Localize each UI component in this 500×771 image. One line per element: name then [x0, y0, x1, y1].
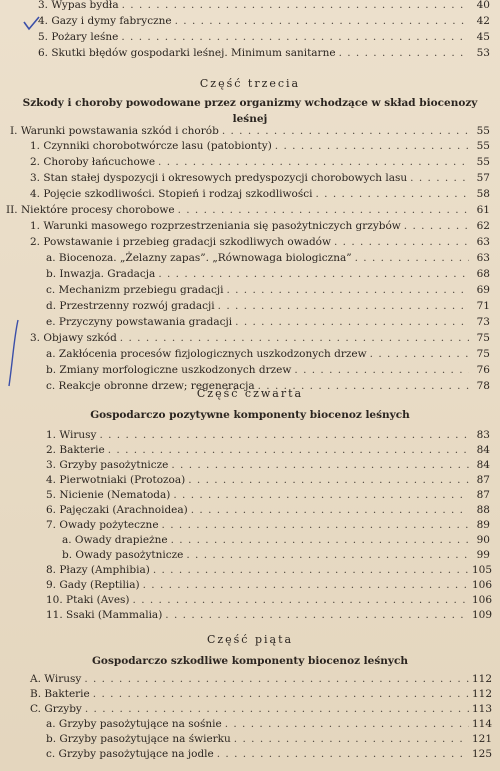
dot-leader	[225, 717, 469, 731]
dot-leader	[226, 283, 469, 297]
toc-entry-title: 4. Pojęcie szkodliwości. Stopień i rodzaj szkodliwości	[30, 188, 313, 200]
toc-entry-title: 8. Płazy (Amphibia)	[46, 564, 150, 576]
toc-entry	[46, 347, 490, 361]
dot-leader	[334, 235, 469, 249]
toc-entry	[46, 363, 490, 377]
toc-entry	[46, 503, 490, 517]
section-title: Gospodarczo szkodliwe komponenty biocenoz leśnych	[91, 655, 409, 667]
toc-entry-page: 63	[476, 236, 490, 248]
toc-entry-title: a. Biocenoza. „Żelazny zapas”. „Równowaga biologiczna”	[46, 252, 352, 264]
dot-leader	[108, 443, 469, 457]
toc-entry	[30, 687, 493, 701]
dot-leader	[315, 187, 469, 201]
toc-entry-title: 1. Czynniki chorobotwórcze lasu (patobionty)	[30, 140, 272, 152]
dot-leader	[143, 578, 469, 592]
toc-entry	[30, 139, 490, 153]
part-heading: Część trzecia	[199, 77, 301, 90]
toc-entry-title: d. Przestrzenny rozwój gradacji	[46, 300, 215, 312]
toc-entry-page: 125	[472, 748, 493, 760]
toc-entry-title: C. Grzyby	[30, 703, 82, 715]
dot-leader	[162, 518, 469, 532]
toc-entry	[46, 488, 490, 502]
toc-entry-title: 3. Objawy szkód	[30, 332, 117, 344]
toc-entry	[46, 732, 493, 746]
toc-entry-page: 84	[476, 459, 490, 471]
toc-entry	[46, 563, 493, 577]
toc-entry	[30, 155, 490, 169]
toc-entry-title: b. Zmiany morfologiczne uszkodzonych drzew	[46, 364, 292, 376]
section-title: Gospodarczo pozytywne komponenty biocenoz leśnych	[90, 409, 410, 421]
toc-entry: 6. Skutki błędów gospodarki leśnej. Minimum sanitarne . . . 53	[38, 46, 490, 60]
toc-entry	[30, 702, 493, 716]
toc-entry	[46, 608, 493, 622]
toc-entry-page: 87	[476, 489, 490, 501]
dot-leader	[191, 503, 469, 517]
dot-leader	[222, 124, 469, 138]
toc-entry	[46, 578, 493, 592]
dot-leader	[275, 139, 469, 153]
toc-entry-page: 99	[476, 549, 490, 561]
handwritten-check-mark	[22, 16, 42, 32]
dot-leader	[158, 267, 469, 281]
toc-entry-page: 63	[476, 252, 490, 264]
toc-entry-page: 112	[472, 673, 493, 685]
dot-leader	[234, 732, 469, 746]
toc-entry	[46, 473, 490, 487]
toc-entry: 3. Wypas bydła . . . 40	[38, 0, 490, 12]
toc-entry-title: 1. Warunki masowego rozprzestrzeniania się pasożytniczych grzybów	[30, 220, 401, 232]
toc-entry-page: 62	[476, 220, 490, 232]
toc-entry-title: 3. Stan stałej dyspozycji i okresowych predyspozycji chorobowych lasu	[30, 172, 408, 184]
dot-leader	[133, 593, 469, 607]
toc-entry-page: 58	[476, 188, 490, 200]
dot-leader	[294, 363, 469, 377]
toc-entry	[10, 124, 490, 138]
toc-entry-page: 55	[476, 140, 490, 152]
toc-entry-title: c. Grzyby pasożytujące na jodle	[46, 748, 214, 760]
toc-entry-title: a. Owady drapieżne	[62, 534, 168, 546]
toc-entry-title: 10. Ptaki (Aves)	[46, 594, 130, 606]
toc-entry	[46, 267, 490, 281]
toc-entry-title: 11. Ssaki (Mammalia)	[46, 609, 163, 621]
section-title: Szkody i choroby powodowane przez organizmy wchodzące w skład biocenozy	[22, 97, 478, 109]
toc-entry-page: 78	[476, 380, 490, 392]
toc-entry	[46, 518, 490, 532]
toc-entry	[30, 331, 490, 345]
toc-entry	[46, 443, 490, 457]
dot-leader	[188, 473, 469, 487]
toc-entry-page: 55	[476, 156, 490, 168]
toc-entry	[46, 251, 490, 265]
toc-entry-page: 75	[476, 348, 490, 360]
toc-entry-page: 83	[476, 429, 490, 441]
toc-entry-title: 2. Bakterie	[46, 444, 105, 456]
toc-entry-page: 113	[472, 703, 493, 715]
toc-entry-title: b. Owady pasożytnicze	[62, 549, 184, 561]
dot-leader	[410, 171, 469, 185]
dot-leader	[85, 702, 469, 716]
dot-leader	[99, 428, 469, 442]
toc-entry-page: 73	[476, 316, 490, 328]
dot-leader	[235, 315, 469, 329]
toc-entry-title: I. Warunki powstawania szkód i chorób	[10, 125, 219, 137]
dot-leader	[370, 347, 469, 361]
dot-leader	[120, 331, 469, 345]
toc-entry-page: 90	[476, 534, 490, 546]
toc-entry	[46, 747, 493, 761]
toc-entry	[46, 458, 490, 472]
toc-entry-title: e. Przyczyny powstawania gradacji	[46, 316, 233, 328]
toc-entry-title: B. Bakterie	[30, 688, 90, 700]
toc-entry-title: 2. Choroby łańcuchowe	[30, 156, 156, 168]
toc-entry	[62, 548, 490, 562]
toc-entry-title: c. Mechanizm przebiegu gradacji	[46, 284, 224, 296]
dot-leader	[158, 155, 469, 169]
toc-entry-title: 5. Nicienie (Nematoda)	[46, 489, 171, 501]
toc-entry-page: 89	[476, 519, 490, 531]
toc-entry	[30, 235, 490, 249]
toc-entry	[30, 187, 490, 201]
toc-entry	[62, 533, 490, 547]
dot-leader	[171, 533, 469, 547]
toc-entry-title: 4. Pierwotniaki (Protozoa)	[46, 474, 186, 486]
toc-entry-title: a. Grzyby pasożytujące na sośnie	[46, 718, 222, 730]
toc-entry-title: a. Zakłócenia procesów fizjologicznych uszkodzonych drzew	[46, 348, 367, 360]
toc-entry-title: 6. Pajęczaki (Arachnoidea)	[46, 504, 188, 516]
dot-leader	[178, 203, 469, 217]
toc-entry-page: 57	[476, 172, 490, 184]
toc-entry	[30, 219, 490, 233]
toc-entry	[30, 672, 493, 686]
dot-leader	[404, 219, 469, 233]
toc-entry-page: 87	[476, 474, 490, 486]
toc-entry-page: 71	[476, 300, 490, 312]
toc-entry-title: 3. Grzyby pasożytnicze	[46, 459, 169, 471]
dot-leader	[153, 563, 469, 577]
toc-entry-page: 105	[472, 564, 493, 576]
dot-leader	[93, 687, 469, 701]
toc-entry-page: 76	[476, 364, 490, 376]
toc-entry-page: 61	[476, 204, 490, 216]
dot-leader	[218, 299, 469, 313]
toc-entry-page: 55	[476, 125, 490, 137]
toc-entry-page: 112	[472, 688, 493, 700]
dot-leader	[173, 488, 469, 502]
dot-leader	[186, 548, 469, 562]
toc-entry	[46, 283, 490, 297]
toc-entry-title: 7. Owady pożyteczne	[46, 519, 159, 531]
toc-entry	[6, 203, 490, 217]
handwritten-margin-line	[4, 318, 24, 388]
toc-entry-title: A. Wirusy	[30, 673, 82, 685]
toc-entry-page: 68	[476, 268, 490, 280]
toc-entry-page: 75	[476, 332, 490, 344]
toc-entry-page: 88	[476, 504, 490, 516]
toc-entry	[46, 717, 493, 731]
dot-leader	[355, 251, 469, 265]
part-heading: Część czwarta	[196, 387, 304, 400]
toc-entry-title: c. Reakcje obronne drzew; regeneracja	[46, 380, 255, 392]
toc-entry-page: 106	[472, 594, 493, 606]
toc-entry	[46, 315, 490, 329]
section-title: leśnej	[232, 113, 268, 125]
toc-entry: 5. Pożary leśne . . . 45	[38, 30, 490, 44]
toc-entry-page: 121	[472, 733, 493, 745]
toc-entry-page: 69	[476, 284, 490, 296]
toc-entry-title: b. Grzyby pasożytujące na świerku	[46, 733, 231, 745]
part-heading: Część piąta	[206, 633, 294, 646]
toc-entry	[46, 428, 490, 442]
toc-entry-title: II. Niektóre procesy chorobowe	[6, 204, 175, 216]
toc-entry	[46, 299, 490, 313]
dot-leader	[84, 672, 469, 686]
toc-entry	[46, 593, 493, 607]
toc-entry-title: 1. Wirusy	[46, 429, 97, 441]
toc-entry-page: 114	[472, 718, 493, 730]
toc-entry-title: b. Inwazja. Gradacja	[46, 268, 156, 280]
toc-entry-title: 9. Gady (Reptilia)	[46, 579, 140, 591]
dot-leader	[171, 458, 469, 472]
toc-entry	[30, 171, 490, 185]
dot-leader	[165, 608, 469, 622]
toc-entry-title: 2. Powstawanie i przebieg gradacji szkodliwych owadów	[30, 236, 331, 248]
dot-leader	[217, 747, 469, 761]
toc-entry-page: 106	[472, 579, 493, 591]
toc-entry-page: 84	[476, 444, 490, 456]
toc-entry: 4. Gazy i dymy fabryczne . . . 42	[38, 14, 490, 28]
toc-entry-page: 109	[472, 609, 493, 621]
